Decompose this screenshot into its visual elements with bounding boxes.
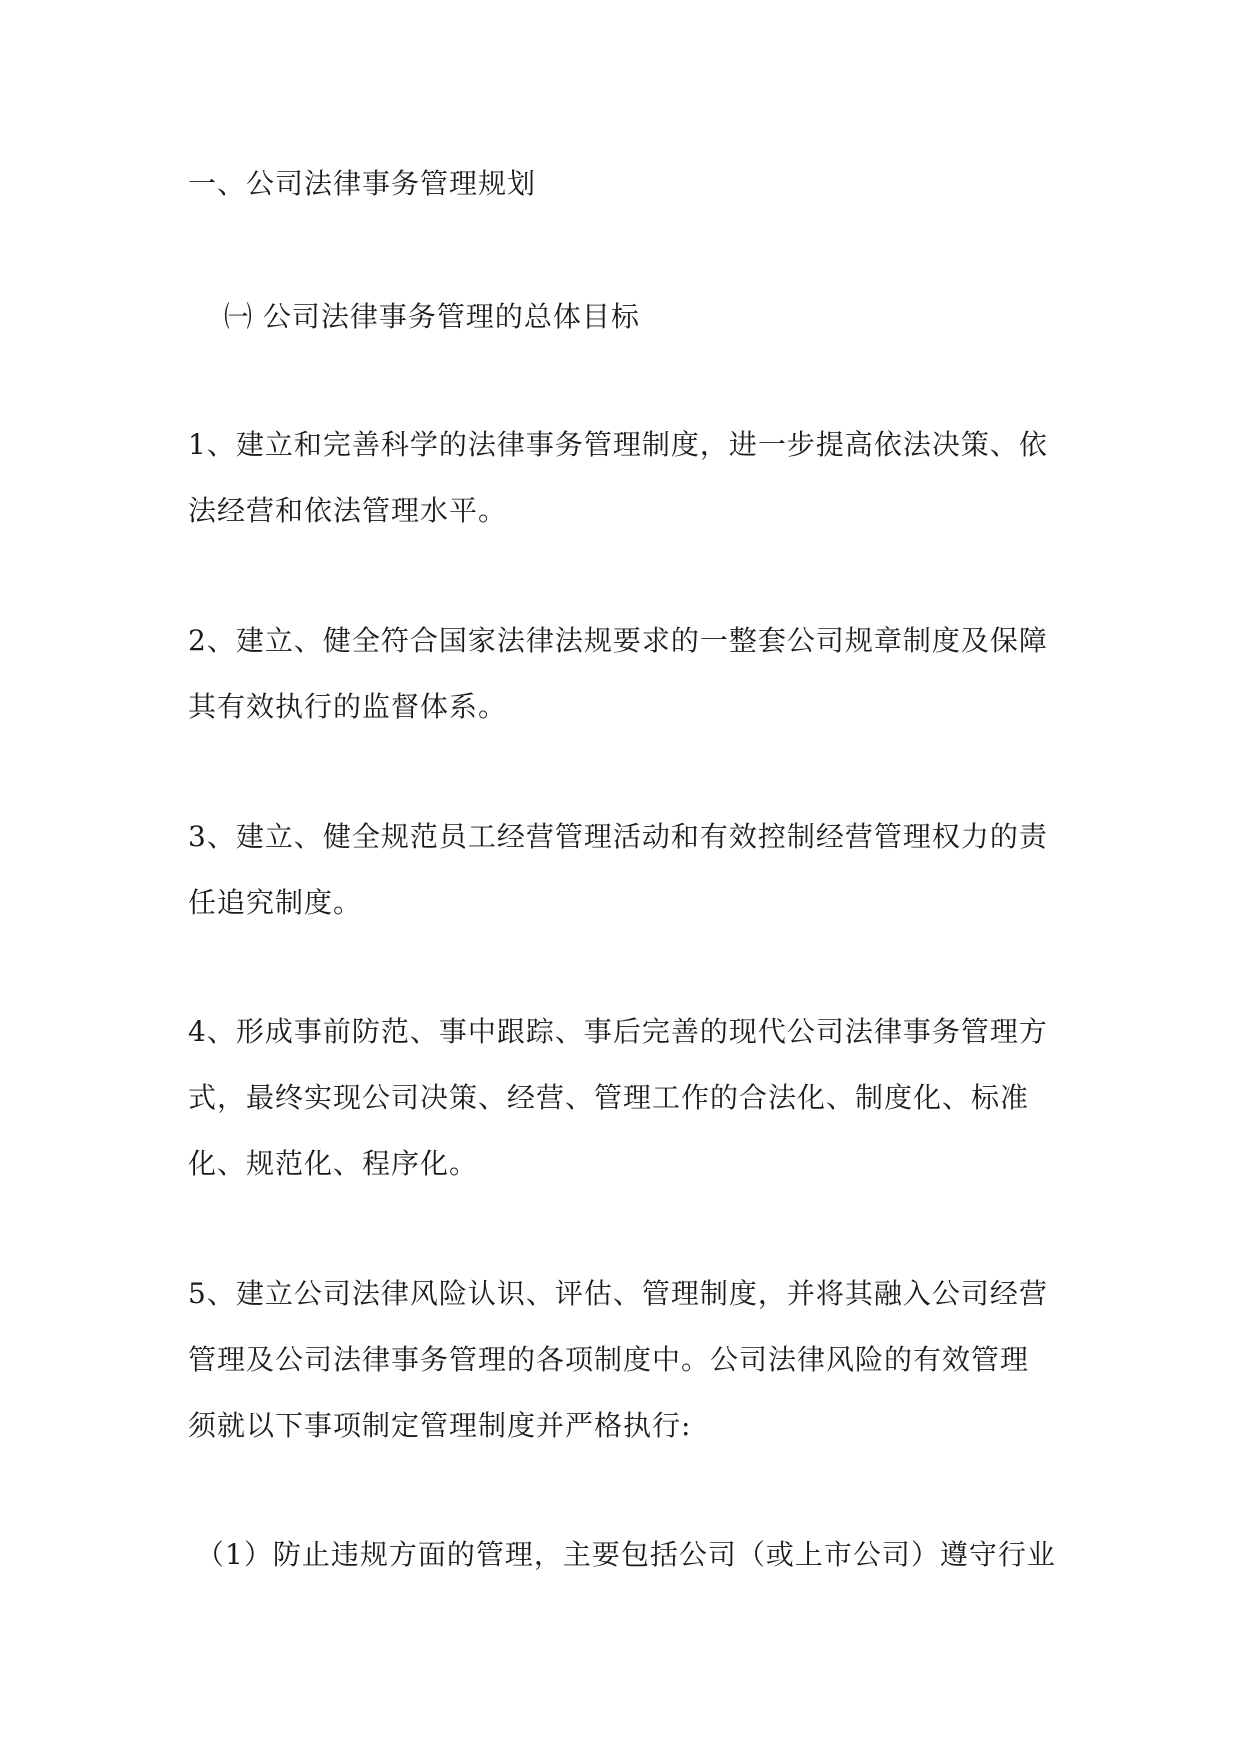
paragraph-4-line-3: 化、规范化、程序化。: [188, 1147, 479, 1180]
paragraph-3-line-2: 任追究制度。: [188, 886, 363, 919]
paragraph-4-line-1: 4、形成事前防范、事中跟踪、事后完善的现代公司法律事务管理方: [188, 1015, 1048, 1048]
paragraph-1-line-2: 法经营和依法管理水平。: [188, 494, 508, 527]
paragraph-5-line-3: 须就以下事项制定管理制度并严格执行:: [188, 1409, 692, 1442]
subsection-heading: ㈠ 公司法律事务管理的总体目标: [224, 300, 640, 333]
paragraph-6-line-1: （1）防止违规方面的管理，主要包括公司（或上市公司）遵守行业: [196, 1538, 1056, 1571]
paragraph-2-line-1: 2、建立、健全符合国家法律法规要求的一整套公司规章制度及保障: [188, 624, 1048, 657]
section-heading: 一、公司法律事务管理规划: [188, 167, 537, 200]
paragraph-5-line-1: 5、建立公司法律风险认识、评估、管理制度，并将其融入公司经营: [188, 1277, 1048, 1310]
paragraph-5-line-2: 管理及公司法律事务管理的各项制度中。公司法律风险的有效管理: [188, 1343, 1030, 1376]
paragraph-2-line-2: 其有效执行的监督体系。: [188, 690, 508, 723]
paragraph-3-line-1: 3、建立、健全规范员工经营管理活动和有效控制经营管理权力的责: [188, 820, 1048, 853]
paragraph-4-line-2: 式，最终实现公司决策、经营、管理工作的合法化、制度化、标准: [188, 1081, 1030, 1114]
paragraph-1-line-1: 1、建立和完善科学的法律事务管理制度，进一步提高依法决策、依: [188, 428, 1048, 461]
